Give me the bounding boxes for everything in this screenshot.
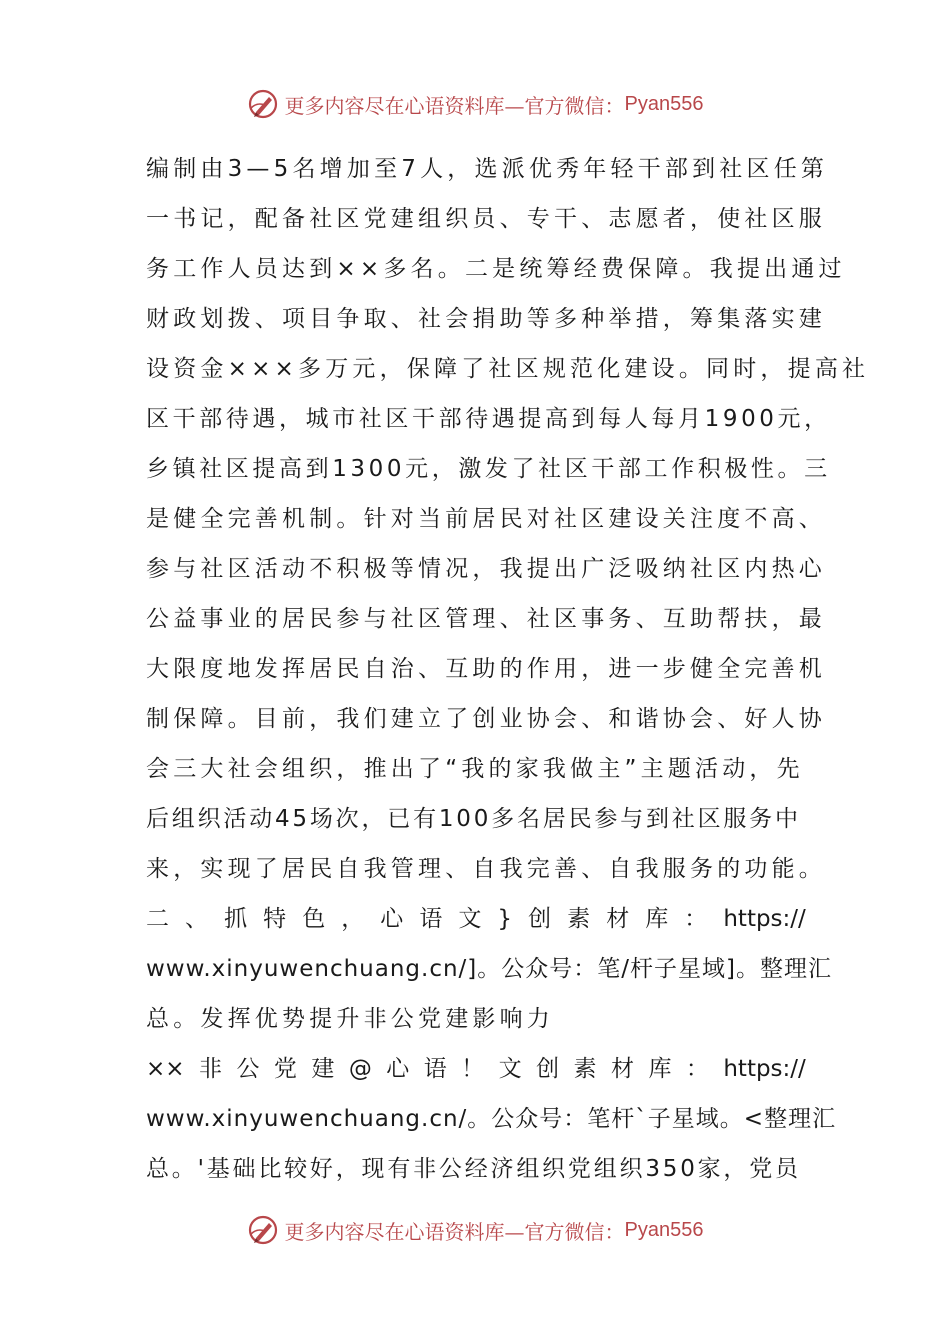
text-line-2: 一书记，配备社区党建组织员、专干、志愿者，使社区服: [146, 206, 826, 232]
text-line-7: 乡镇社区提高到1300元，激发了社区干部工作积极性。三: [146, 456, 831, 482]
token: 库: [645, 906, 669, 932]
token: 材: [610, 1056, 634, 1082]
text-line-16: [146, 894, 806, 944]
token: 特: [263, 906, 287, 932]
header-banner: [0, 84, 950, 124]
body-text: [146, 144, 870, 1194]
text-line-14: 后组织活动45场次，已有100多名居民参与到社区服务中: [146, 806, 801, 832]
token: 创: [528, 906, 552, 932]
pen-circle-logo-icon: [247, 88, 279, 120]
token: ，: [341, 906, 365, 932]
text-line-19: [146, 1044, 806, 1094]
text-line-9: 参与社区活动不积极等情况，我提出广泛吸纳社区内热心: [146, 556, 826, 582]
text-line-21: 总。'基础比较好，现有非公经济组织党组织350家，党员: [146, 1156, 801, 1182]
token: ：: [684, 906, 708, 932]
token: 创: [536, 1056, 560, 1082]
token: 公: [236, 1056, 260, 1082]
token: 二: [146, 906, 169, 932]
text-line-10: 公益事业的居民参与社区管理、社区事务、互助帮扶，最: [146, 606, 826, 632]
text-line-5: 设资金×××多万元，保障了社区规范化建设。同时，提高社: [146, 356, 870, 382]
token: 语: [419, 906, 443, 932]
text-line-11: 大限度地发挥居民自治、互助的作用，进一步健全完善机: [146, 656, 826, 682]
token: 党: [273, 1056, 297, 1082]
footer-banner: [0, 1210, 950, 1250]
token: 素: [573, 1056, 597, 1082]
header-banner-text: 更多内容尽在心语资料库—官方微信：: [284, 93, 625, 118]
text-line-20: www.xinyuwenchuang.cn/。公众号：笔杆`子星域。<整理汇: [146, 1106, 837, 1132]
token: }: [497, 906, 513, 932]
token: 非: [199, 1056, 222, 1082]
header-banner-wechat: Pyan556: [624, 92, 704, 115]
token: 色: [302, 906, 326, 932]
text-line-4: 财政划拨、项目争取、社会捐助等多种举措，筹集落实建: [146, 306, 826, 332]
footer-banner-text: 更多内容尽在心语资料库—官方微信：: [284, 1219, 625, 1244]
token: 心: [380, 906, 404, 932]
text-line-12: 制保障。目前，我们建立了创业协会、和谐协会、好人协: [146, 706, 826, 732]
text-line-8: 是健全完善机制。针对当前居民对社区建设关注度不高、: [146, 506, 826, 532]
token: 心: [386, 1056, 410, 1082]
token: https://: [723, 906, 806, 932]
token: 文: [458, 906, 482, 932]
token: 建: [311, 1056, 335, 1082]
text-line-1: 编制由3—5名增加至7人，选派优秀年轻干部到社区任第: [146, 156, 829, 182]
token: ：: [685, 1056, 709, 1082]
token: 抓: [224, 906, 248, 932]
text-line-18: 总。发挥优势提升非公党建影响力: [146, 1006, 554, 1032]
text-line-17: www.xinyuwenchuang.cn/]。公众号：笔/杆子星域]。整理汇: [146, 956, 832, 982]
text-line-6: 区干部待遇，城市社区干部待遇提高到每人每月1900元，: [146, 406, 831, 432]
token: 素: [567, 906, 591, 932]
token: 文: [498, 1056, 522, 1082]
token: 、: [185, 906, 209, 932]
text-line-15: 来，实现了居民自我管理、自我完善、自我服务的功能。: [146, 856, 826, 882]
token: @: [348, 1056, 372, 1082]
token: ××: [146, 1056, 185, 1082]
token: 语: [423, 1056, 447, 1082]
footer-banner-wechat: Pyan556: [624, 1218, 704, 1241]
text-line-3: 务工作人员达到××多名。二是统筹经费保障。我提出通过: [146, 256, 846, 282]
text-line-13: 会三大社会组织，推出了“我的家我做主”主题活动，先: [146, 756, 804, 782]
token: 库: [648, 1056, 672, 1082]
token: ！: [461, 1056, 485, 1082]
pen-circle-logo-icon: [247, 1214, 279, 1246]
token: https://: [723, 1056, 806, 1082]
token: 材: [606, 906, 630, 932]
